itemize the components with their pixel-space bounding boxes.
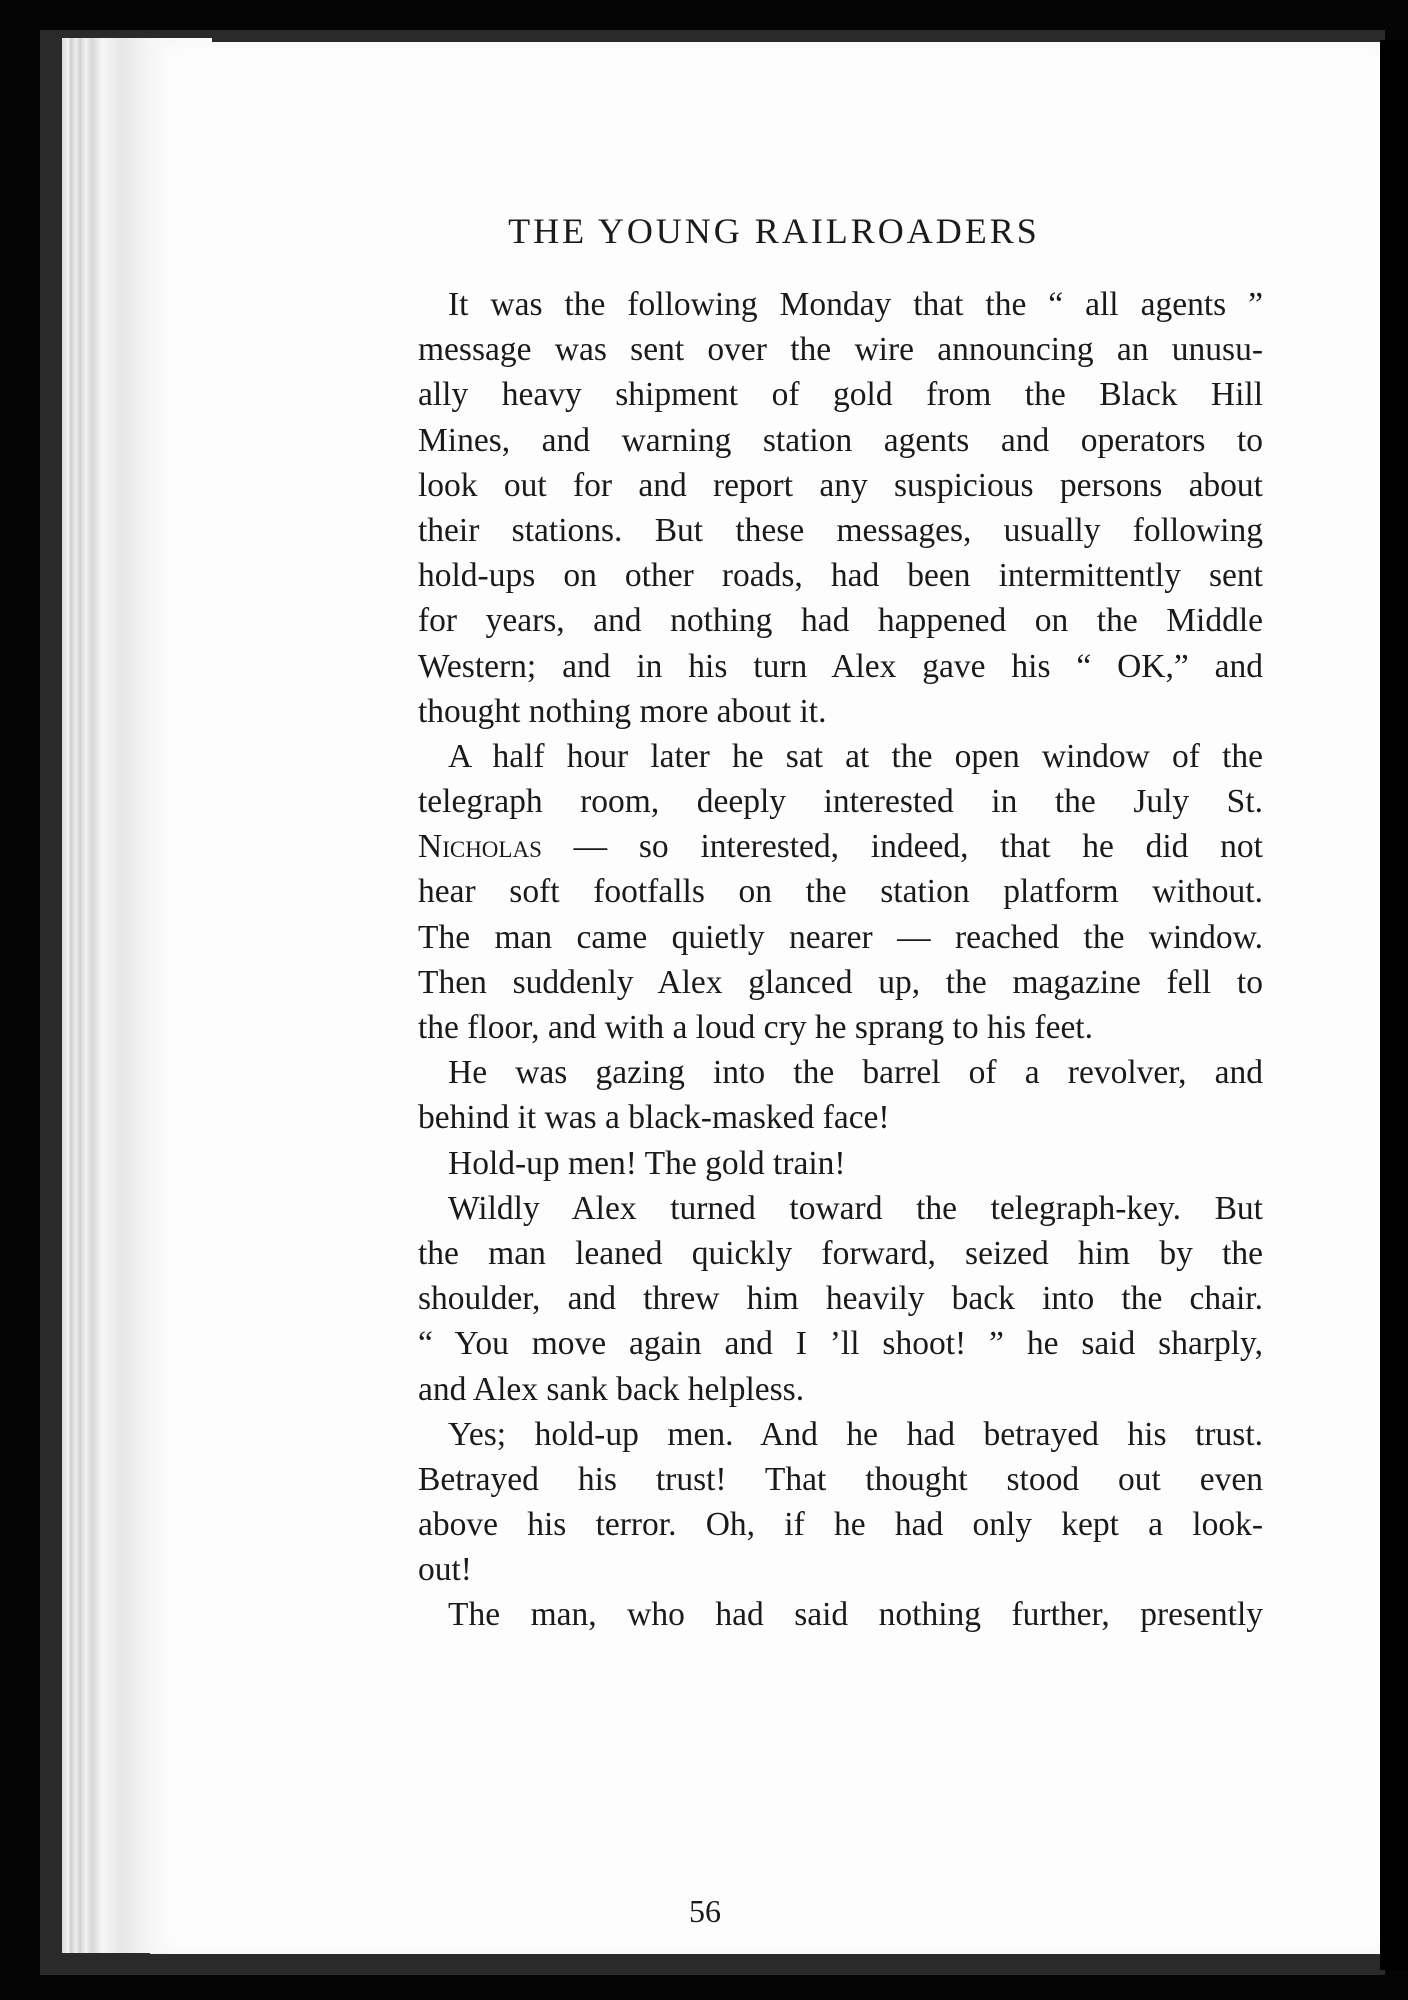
text-line: their stations. But these messages, usually following — [418, 511, 1263, 549]
text-line: the man leaned quickly forward, seized him by the — [418, 1234, 1263, 1272]
text-line: The man, who had said nothing further, presently — [448, 1596, 1263, 1634]
text-line: hear soft footfalls on the station platform without. — [418, 873, 1263, 911]
text-line: thought nothing more about it. — [418, 692, 827, 730]
text-line: ally heavy shipment of gold from the Black Hill — [418, 376, 1263, 414]
text-line: out! — [418, 1551, 472, 1589]
text-line: and Alex sank back helpless. — [418, 1370, 805, 1408]
text-line: A half hour later he sat at the open window of the — [448, 737, 1263, 775]
text-line: Wildly Alex turned toward the telegraph-key. But — [448, 1189, 1263, 1227]
text-line: Yes; hold-up men. And he had betrayed his trust. — [448, 1415, 1263, 1453]
text-line: hold-ups on other roads, had been intermittently sent — [418, 557, 1263, 595]
text-line: behind it was a black-masked face! — [418, 1099, 890, 1137]
page-number-value: 56 — [689, 1893, 721, 1929]
text-line: The man came quietly nearer — reached the window. — [418, 918, 1263, 956]
text-line: shoulder, and threw him heavily back into the chair. — [418, 1280, 1263, 1318]
text-line: look out for and report any suspicious persons about — [418, 466, 1263, 504]
text-line: Betrayed his trust! That thought stood out even — [418, 1460, 1263, 1498]
text-line: It was the following Monday that the “ all agents ” — [448, 286, 1263, 323]
text-line: for years, and nothing had happened on the Middle — [418, 602, 1263, 640]
running-head-title: THE YOUNG RAILROADERS — [508, 211, 1040, 251]
text-line: the floor, and with a loud cry he sprang to his feet. — [418, 1009, 1093, 1046]
running-head — [0, 210, 1408, 252]
text-line: Western; and in his turn Alex gave his “ OK,” and — [418, 647, 1263, 685]
body-text — [418, 282, 1263, 1638]
text-line: Then suddenly Alex glanced up, the magazine fell to — [418, 963, 1263, 1001]
text-line: Nicholas — so interested, indeed, that he did not — [418, 828, 1263, 866]
page-number — [0, 1893, 1408, 1930]
text-line: “ You move again and I ’ll shoot! ” he said sharply, — [418, 1325, 1263, 1363]
text-line: He was gazing into the barrel of a revolver, and — [448, 1054, 1263, 1092]
text-line: telegraph room, deeply interested in the July St. — [418, 783, 1263, 821]
text-line: Hold-up men! The gold train! — [448, 1144, 846, 1182]
text-line: above his terror. Oh, if he had only kept a look- — [418, 1506, 1263, 1544]
scan-border — [1380, 40, 1408, 1970]
text-line: message was sent over the wire announcing an unusu- — [418, 331, 1263, 369]
text-line: Mines, and warning station agents and operators to — [418, 421, 1263, 459]
